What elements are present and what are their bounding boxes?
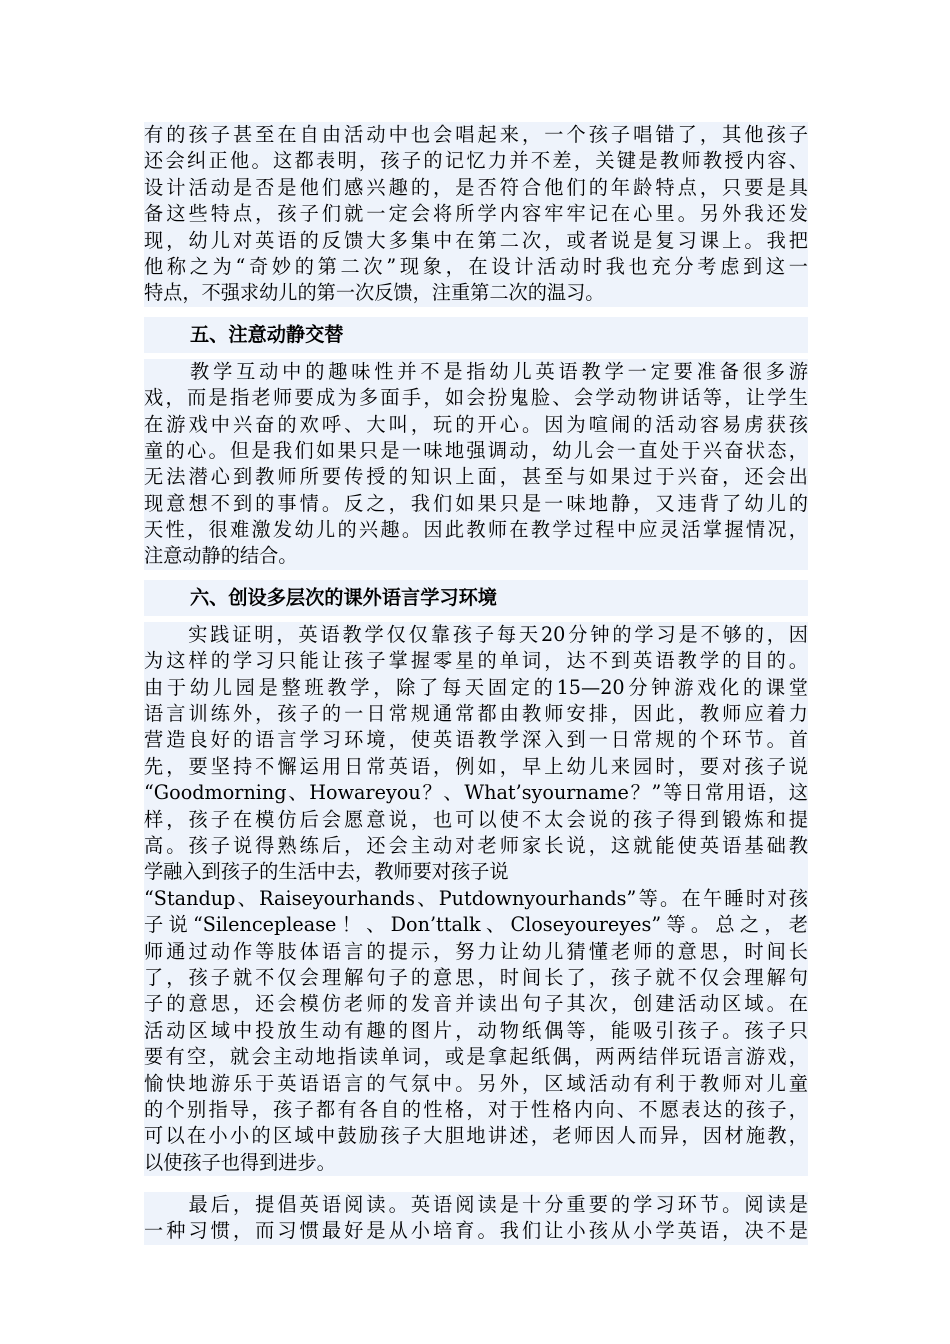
text-line: 活动区域中投放生动有趣的图片，动物纸偶等，能吸引孩子。孩子只 [144, 1018, 808, 1042]
text-line: 子说“Silenceplease！、Don’ttalk、Closeyoureyes”等。总之，老 [144, 913, 808, 937]
paragraph-section-6 [144, 622, 808, 1176]
text-line: 可以在小小的区域中鼓励孩子大胆地讲述，老师因人而异，因材施教， [144, 1124, 808, 1148]
text-line: 有的孩子甚至在自由活动中也会唱起来，一个孩子唱错了，其他孩子 [144, 123, 808, 146]
text-line: “Goodmorning、Howareyou？、What’syourname？”等日常用语，这 [144, 781, 808, 805]
text-line: 学融入到孩子的生活中去，教师要对孩子说 [144, 860, 509, 884]
section-heading-6: 六、创设多层次的课外语言学习环境 [144, 580, 808, 616]
text-line: 语言训练外，孩子的一日常规通常都由教师安排，因此，教师应着力 [144, 702, 808, 726]
document-body [144, 122, 808, 1245]
text-line: 的个别指导，孩子都有各自的性格，对于性格内向、不愿表达的孩子， [144, 1097, 808, 1121]
text-line: 一种习惯，而习惯最好是从小培育。我们让小孩从小学英语，决不是 [144, 1219, 808, 1243]
paragraph-section-6-final [144, 1192, 808, 1245]
text-line: 设计活动是否是他们感兴趣的，是否符合他们的年龄特点，只要是具 [144, 175, 808, 199]
paragraph-continued [144, 122, 808, 307]
text-line: 无法潜心到教师所要传授的知识上面，甚至与如果过于兴奋，还会出 [144, 465, 808, 489]
text-line: “Standup、Raiseyourhands、Putdownyourhands”等。在午睡时对孩 [144, 886, 808, 910]
text-line: 备这些特点，孩子们就一定会将所学内容牢牢记在心里。另外我还发 [144, 202, 808, 226]
text-line: 他称之为“奇妙的第二次”现象，在设计活动时我也充分考虑到这一 [144, 254, 808, 278]
text-line: 师通过动作等肢体语言的提示，努力让幼儿猜懂老师的意思，时间长 [144, 939, 808, 963]
text-line: 特点，不强求幼儿的第一次反馈，注重第二次的温习。 [144, 281, 605, 305]
text-line: 高。孩子说得熟练后，还会主动对老师家长说，这就能使英语基础教 [144, 833, 808, 857]
text-line: 最后，提倡英语阅读。英语阅读是十分重要的学习环节。阅读是 [144, 1193, 808, 1217]
text-line: 童的心。但是我们如果只是一味地强调动，幼儿会一直处于兴奋状态， [144, 438, 808, 462]
text-line: 为这样的学习只能让孩子掌握零星的单词，达不到英语教学的目的。 [144, 649, 808, 673]
text-line: 营造良好的语言学习环境，使英语教学深入到一日常规的个环节。首 [144, 728, 808, 752]
text-line: 在游戏中兴奋的欢呼、大叫，玩的开心。因为喧闹的活动容易虏获孩 [144, 412, 808, 436]
text-line: 戏，而是指老师要成为多面手，如会扮鬼脸、会学动物讲话等，让学生 [144, 386, 808, 410]
text-line: 了，孩子就不仅会理解句子的意思，时间长了，孩子就不仅会理解句 [144, 965, 808, 989]
text-line: 子的意思，还会模仿老师的发音并读出句子其次，创建活动区域。在 [144, 992, 808, 1016]
text-line: 要有空，就会主动地指读单词，或是拿起纸偶，两两结伴玩语言游戏， [144, 1045, 808, 1069]
text-line: 样，孩子在模仿后会愿意说，也可以使不太会说的孩子得到锻炼和提 [144, 807, 808, 831]
text-line: 天性，很难激发幼儿的兴趣。因此教师在教学过程中应灵活掌握情况， [144, 518, 808, 542]
text-line: 由于幼儿园是整班教学，除了每天固定的15—20分钟游戏化的课堂 [144, 675, 808, 699]
section-heading-5: 五、注意动静交替 [144, 317, 808, 353]
text-line: 现意想不到的事情。反之，我们如果只是一味地静，又违背了幼儿的 [144, 491, 808, 515]
text-line: 教学互动中的趣味性并不是指幼儿英语教学一定要准备很多游 [144, 359, 808, 383]
paragraph-section-5 [144, 359, 808, 570]
text-line: 还会纠正他。这都表明，孩子的记忆力并不差，关键是教师教授内容、 [144, 149, 808, 173]
text-line: 现，幼儿对英语的反馈大多集中在第二次，或者说是复习课上。我把 [144, 228, 808, 252]
text-line: 实践证明，英语教学仅仅靠孩子每天20分钟的学习是不够的，因 [144, 622, 808, 646]
text-line: 以使孩子也得到进步。 [144, 1150, 336, 1174]
text-line: 先，要坚持不懈运用日常英语，例如，早上幼儿来园时，要对孩子说 [144, 754, 808, 778]
text-line: 注意动静的结合。 [144, 544, 298, 568]
text-line: 愉快地游乐于英语语言的气氛中。另外，区域活动有利于教师对儿童 [144, 1071, 808, 1095]
